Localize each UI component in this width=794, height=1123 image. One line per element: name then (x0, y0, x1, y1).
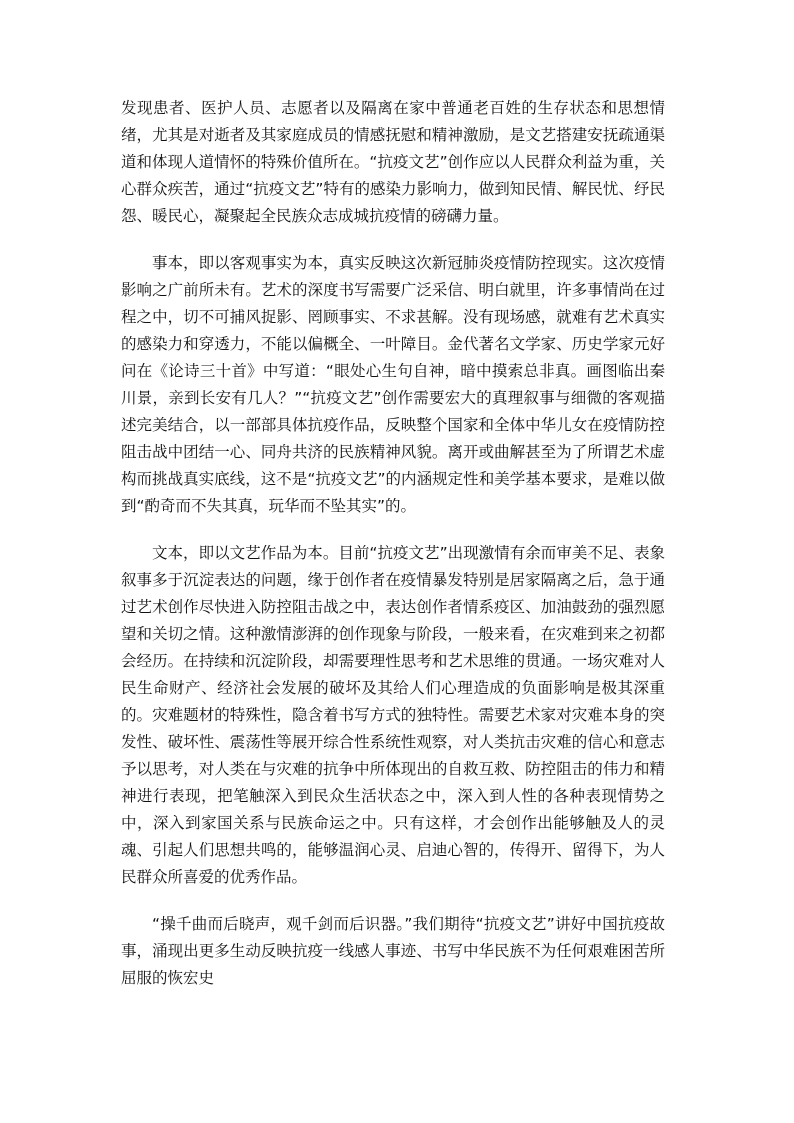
document-body (121, 95, 665, 992)
paragraph-4: “操千曲而后晓声，观千剑而后识器。”我们期待“抗疫文艺”讲好中国抗疫故事，涌现出更多生动反映抗疫一线感人事迹、书写中华民族不为任何艰难困苦所屈服的恢宏史 (121, 915, 665, 987)
paragraph-1: 发现患者、医护人员、志愿者以及隔离在家中普通老百姓的生存状态和思想情绪，尤其是对逝者及其家庭成员的情感抚慰和精神激励，是文艺搭建安抚疏通渠道和体现人道情怀的特殊价值所在。“抗疫文艺”创作应以人民群众利益为重，关心群众疾苦，通过“抗疫文艺”特有的感染力影响力，做到知民情、解民忧、纾民怨、暖民心，凝聚起全民族众志成城抗疫情的磅礴力量。 (121, 99, 665, 225)
paragraph-2: 事本，即以客观事实为本，真实反映这次新冠肺炎疫情防控现实。这次疫情影响之广前所未有。艺术的深度书写需要广泛采信、明白就里，许多事情尚在过程之中，切不可捕风捉影、罔顾事实、不求甚解。没有现场感，就难有艺术真实的感染力和穿透力，不能以偏概全、一叶障目。金代著名文学家、历史学家元好问在《论诗三十首》中写道：“眼处心生句自神，暗中摸索总非真。画图临出秦川景，亲到长安有几人？”“抗疫文艺”创作需要宏大的真理叙事与细微的客观描述完美结合，以一部部具体抗疫作品，反映整个国家和全体中华儿女在疫情防控阻击战中团结一心、同舟共济的民族精神风貌。离开或曲解甚至为了所谓艺术虚构而挑战真实底线，这不是“抗疫文艺”的内涵规定性和美学基本要求，是难以做到“酌奇而不失其真，玩华而不坠其实”的。 (121, 254, 665, 515)
paragraph-3: 文本，即以文艺作品为本。目前“抗疫文艺”出现激情有余而审美不足、表象叙事多于沉淀表达的问题，缘于创作者在疫情暴发特别是居家隔离之后，急于通过艺术创作尽快进入防控阻击战之中，表达创作者情系疫区、加油鼓劲的强烈愿望和关切之情。这种激情澎湃的创作现象与阶段，一般来看，在灾难到来之初都会经历。在持续和沉淀阶段，却需要理性思考和艺术思维的贯通。一场灾难对人民生命财产、经济社会发展的破坏及其给人们心理造成的负面影响是极其深重的。灾难题材的特殊性，隐含着书写方式的独特性。需要艺术家对灾难本身的突发性、破坏性、震荡性等展开综合性系统性观察，对人类抗击灾难的信心和意志予以思考，对人类在与灾难的抗争中所体现出的自救互救、防控阻击的伟力和精神进行表现，把笔触深入到民众生活状态之中，深入到人性的各种表现情势之中，深入到家国关系与民族命运之中。只有这样，才会创作出能够触及人的灵魂、引起人们思想共鸣的，能够温润心灵、启迪心智的，传得开、留得下，为人民群众所喜爱的优秀作品。 (121, 544, 665, 886)
